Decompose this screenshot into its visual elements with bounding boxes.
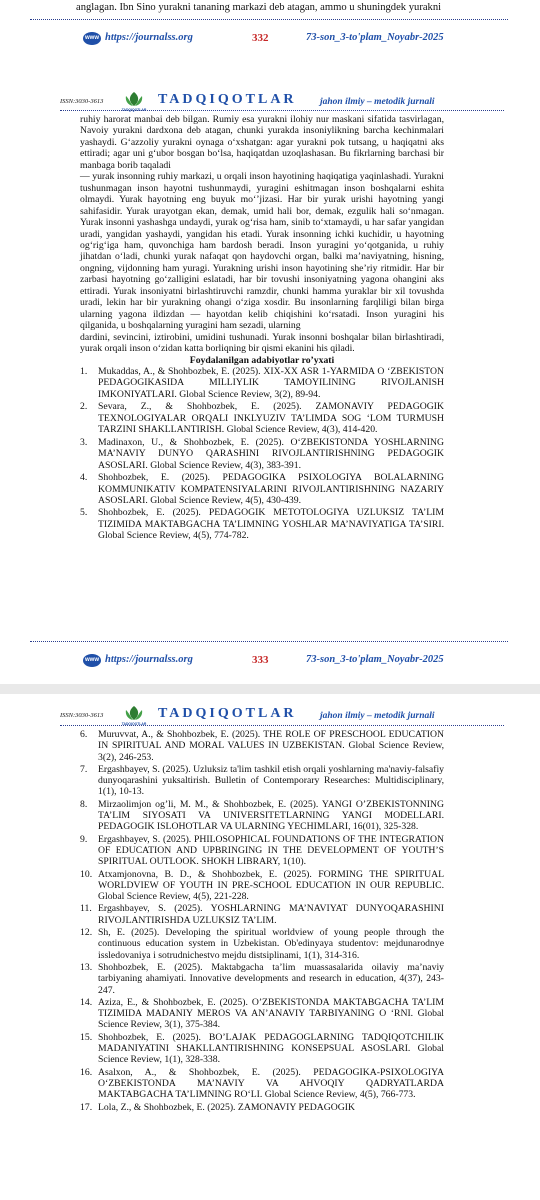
- journal-brand-title: TADQIQOTLAR: [158, 706, 297, 721]
- issn-label: ISSN:3030-3613: [60, 98, 104, 105]
- carryover-text-line: anglagan. Ibn Sino yurakni tananing markazi deb atagan, ammo u shuningdek yurakni: [76, 2, 442, 13]
- reference-item: 8. Mirzaolimjon og’li, M. M., & Shohbozbek, E. (2025). YANGI O’ZBEKISTONNING TA’LIM SIYOSATI VA UNIVERSITETLARNING YANGI MODELLARI. PEDAGOGIK ISLOHOTLAR VA ULARNING YECHIMLARI, 16(01), 325-328.: [80, 798, 444, 833]
- article-references: [80, 729, 444, 1113]
- journal-brand-title: TADQIQOTLAR: [158, 92, 297, 107]
- issue-info: 73-son_3-to'plam_Noyabr-2025: [306, 32, 444, 43]
- references-list: [80, 729, 444, 1113]
- journal-url-link[interactable]: https://journalss.org: [105, 32, 193, 43]
- dotted-divider: [30, 19, 508, 20]
- dotted-divider: [30, 641, 508, 642]
- references-list: [80, 366, 444, 542]
- reference-item: 5. Shohbozbek, E. (2025). PEDAGOGIK METOTOLOGIYA UZLUKSIZ TA’LIM TIZIMIDA MAKTABGACHA TA’LIMNING YOSHLAR MA’NAVIYATIGA TA’SIRI. Global Science Review, 4(5), 774-782.: [80, 507, 444, 542]
- page-number: 333: [252, 654, 269, 666]
- reference-item: 7. Ergashbayev, S. (2025). Uzluksiz ta'lim tashkil etish orqali yoshlarning ma'naviy-falsafiy dunyoqarashini yuksaltirish. Bulletin of Contemporary Researches: Multidisciplinary, 1(1), 10-13.: [80, 763, 444, 798]
- journal-url-link[interactable]: https://journalss.org: [105, 654, 193, 665]
- reference-item: 1. Mukaddas, A., & Shohbozbek, E. (2025). XIX-XX ASR 1-YARMIDA O ‘ZBEKISTON PEDAGOGIKASIDA MILLIYLIK TAMOYILINING RIVOJLANISH IMKONIYATLARI. Global Science Review, 3(2), 89-94.: [80, 365, 444, 400]
- reference-item: 16. Asalxon, A., & Shohbozbek, E. (2025). PEDAGOGIKA-PSIXOLOGIYA O‘ZBEKISTONDA MA’NAVIY VA AHVOQIY QADRYATLARDA MAKTABGACHA TA’LIMNING RO‘LI. Global Science Review, 4(5), 766-773.: [80, 1066, 444, 1101]
- reference-item: 14. Aziza, E., & Shohbozbek, E. (2025). O’ZBEKISTONDA MAKTABGACHA TA’LIM TIZIMIDA MADANIY MEROS VA AN’ANAVIY TARBIYANING O ‘RNI. Global Science Review, 3(1), 375-384.: [80, 996, 444, 1031]
- reference-item: 3. Madinaxon, U., & Shohbozbek, E. (2025). O‘ZBEKISTONDA YOSHLARNING MA’NAVIY DUNYO QARASHINI RIVOJLANTIRISHNING PEDAGOGIK ASOSLARI. Global Science Review, 4(3), 383-391.: [80, 436, 444, 471]
- reference-item: 9. Ergashbayev, S. (2025). PHILOSOPHICAL FOUNDATIONS OF THE INTEGRATION OF EDUCATION AND UPBRINGING IN THE DEVELOPMENT OF YOUTH’S SPIRITUAL OUTLOOK. SHOKH LIBRARY, 1(10).: [80, 833, 444, 868]
- journal-logo-icon: [117, 704, 151, 726]
- page-footer: [0, 28, 540, 52]
- reference-item: 15. Shohbozbek, E. (2025). BO’LAJAK PEDAGOGLARNING TADQIQOTCHILIK MADANIYATINI SHAKLLANTIRISHNING KONSEPSUAL ASOSLARI. Global Science Review, 1(1), 328-338.: [80, 1031, 444, 1066]
- body-paragraph: dardini, sevincini, iztirobini, umidini tushunadi. Yurak insonni boshqalar bilan birlashtiradi, yurak orqali inson o‘zidan katta borliqning bir qismi ekanini his qiladi.: [80, 331, 444, 355]
- reference-item: 13. Shohbozbek, E. (2025). Maktabgacha ta’lim muassasalarida oilaviy ma’naviy tarbiyaning ahamiyati. Innovative developments and research in education, 4(37), 243-247.: [80, 961, 444, 996]
- reference-item: 12. Sh, E. (2025). Developing the spiritual worldview of young people through the continuous education system in Uzbekistan. Ob'edinyaya studentov: mejdunarodnye issledovaniya i sotrudnichestvo mejdu distsiplinami, 1(1), 314-316.: [80, 927, 444, 961]
- reference-item: 11. Ergashbayev, S. (2025). YOSHLARNING MA’NAVIYAT DUNYOQARASHINI RIVOJLANTIRISHDA UZLUKSIZ TA’LIM.: [80, 903, 444, 926]
- reference-item: 10. Atxamjonovna, B. D., & Shohbozbek, E. (2025). FORMING THE SPIRITUAL WORLDVIEW OF YOUTH IN PRE-SCHOOL EDUCATION IN OUR REPUBLIC. Global Science Review, 4(5), 221-228.: [80, 868, 444, 903]
- page-footer: [0, 650, 540, 674]
- www-globe-icon: www: [83, 32, 101, 45]
- reference-item: 17. Lola, Z., & Shohbozbek, E. (2025). ZAMONAVIY PEDAGOGIK: [80, 1101, 355, 1113]
- page-number: 332: [252, 32, 269, 44]
- article-body: [80, 114, 444, 542]
- journal-subtitle: jahon ilmiy – metodik jurnali: [320, 711, 435, 721]
- www-globe-icon: www: [83, 654, 101, 667]
- journal-logo-icon: [117, 90, 151, 112]
- logo-lettering: TADQIQOTLAR: [121, 108, 147, 112]
- reference-item: 2. Sevara, Z., & Shohbozbek, E. (2025). ZAMONAVIY PEDAGOGIK TEXNOLOGIYALAR ORQALI INKLYUZIV TA’LIMDA SOG ‘LOM TURMUSH TARZINI SHAKLLANTIRISH. Global Science Review, 4(3), 414-420.: [80, 401, 444, 436]
- reference-item: 6. Muruvvat, A., & Shohbozbek, E. (2025). THE ROLE OF PRESCHOOL EDUCATION IN SPIRITUAL AND MORAL VALUES IN UZBEKISTAN. Global Science Review, 3(2), 246-253.: [80, 729, 444, 763]
- references-title: Foydalanilgan adabiyotlar ro’yxati: [189, 354, 335, 366]
- body-paragraph: — yurak insonning ruhiy markazi, u orqali inson hayotining haqiqatiga yaqinlashadi. Yurakni tushunmagan inson hayotni tushunmaydi, yuragini eshitmagan inson boshqalarni eshita olmaydi. Yurak hayotning eng buyuk mo‘’jizasi. Har bir yurak urishi hayotning yangi sahifasidir. Yurak urayotgan ekan, demak, umid hali bor, demak, ezgulik hali so‘nmagan. Yurak insonni yashashga undaydi, yurak og‘risa ham, sinib to‘xtamaydi, u har safar yangidan uradi, yangidan yashaydi, yangidan his etadi. Yurak insonning ichki kuchidir, u hayotning og‘rig‘iga ham, quvonchiga ham bardosh beradi. Inson yuragini yo‘qotganida, u ruhiy jihatdan o‘ladi, chunki yurak nafaqat qon haydovchi organ, balki ma’naviyatning, hisning, ongning, vijdonning ham yuragi. Yurakning urishi inson hayotining she’riy ritmidir. Har bir zarbasi hayotning go‘zalligini eslatadi, har bir tovushi insoniyatning yagona ohangini aks ettiradi. Yurak insoniyatni birlashtiruvchi ramzdir, chunki hamma yuraklar bir xil tovushda uradi, lekin har bir yurakning ohangi o‘ziga xosdir. Bu insonlarning farqliligi bilan birga ularning yagona ildizdan — hayotdan kelib chiqishini ko‘rsatadi. Inson yuragini his qilganida, u boshqalarning yuragini ham sezadi, ularning: [80, 171, 444, 332]
- logo-lettering: TADQIQOTLAR: [121, 722, 147, 726]
- reference-item: 4. Shohbozbek, E. (2025). PEDAGOGIKA PSIXOLOGIYA BOLALARNING KOMMUNIKATIV KOMPATENSIYALARINI RIVOJLANTIRISHNING NAZARIY ASOSLARI. Global Science Review, 4(5), 430-439.: [80, 472, 444, 506]
- dotted-divider: [60, 110, 504, 111]
- dotted-divider: [60, 725, 504, 726]
- issn-label: ISSN:3030-3613: [60, 712, 104, 719]
- journal-page-334: [0, 694, 540, 1200]
- issue-info: 73-son_3-to'plam_Noyabr-2025: [306, 654, 444, 665]
- body-paragraph: ruhiy harorat manbai deb bilgan. Rumiy esa yurakni ilohiy nur maskani sifatida tasvirlagan, Navoiy yurakni dardxona deb atagan, chunki yurakda insoniylikning barcha kechinmalari yashaydi. G‘azzoliy yurakni oynaga o‘xshatgan: agar yurakni pok tutsang, u haqiqatni aks ettiradi; agar uni g‘ubor bosgan bo‘lsa, haqiqatdan uzoqlashasan. Bu fikrlarning barchasi bir manbaga borib taqaladi: [80, 114, 444, 171]
- journal-subtitle: jahon ilmiy – metodik jurnali: [320, 97, 435, 107]
